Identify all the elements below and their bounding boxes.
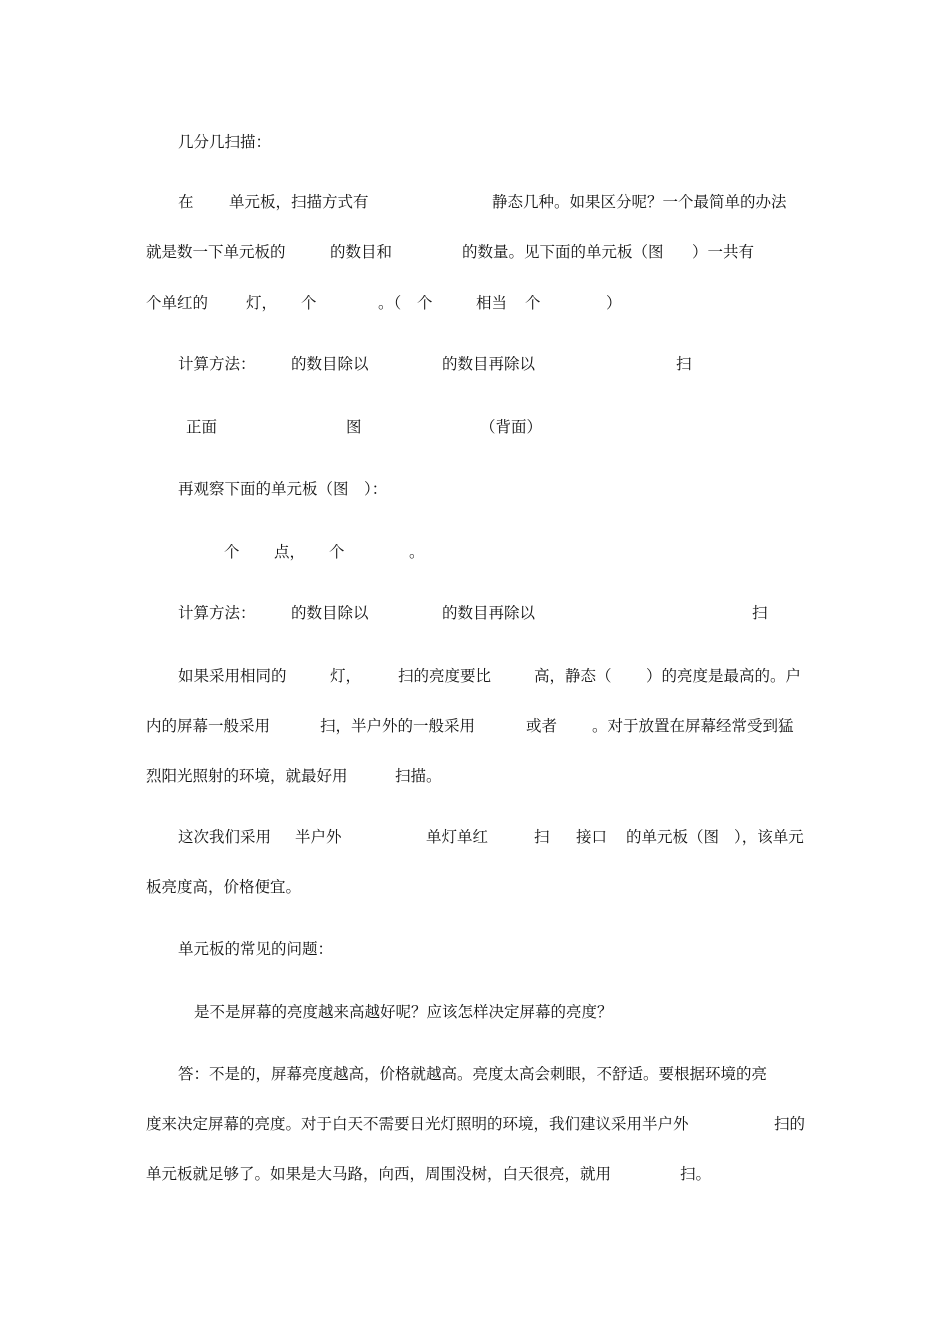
text-segment: ）一共有: [692, 243, 755, 261]
text-segment: 内的屏幕一般采用: [146, 717, 271, 735]
text-segment: 的数目再除以: [442, 604, 536, 622]
text-segment: 静态几种。如果区分呢？一个最简单的办法: [492, 193, 787, 211]
text-segment: 的数量。见下面的单元板（图: [462, 243, 664, 261]
text-segment: 度来决定屏幕的亮度。对于白天不需要日光灯照明的环境，我们建议采用半户外: [146, 1115, 689, 1133]
text-segment: 的数目和: [330, 243, 393, 261]
text-segment: 。（: [378, 294, 402, 312]
text-segment: 计算方法：: [178, 355, 256, 373]
text-segment: 扫。: [680, 1165, 712, 1183]
text-segment: 相当: [476, 294, 508, 312]
text-segment: 是不是屏幕的亮度越来高越好呢？应该怎样决定屏幕的亮度？: [194, 1003, 613, 1021]
text-segment: 就是数一下单元板的: [146, 243, 286, 261]
text-segment: 这次我们采用: [178, 828, 272, 846]
text-segment: 图: [346, 418, 362, 436]
text-segment: 单元板，扫描方式有: [229, 193, 369, 211]
text-segment: 如果采用相同的: [178, 667, 287, 685]
text-segment: （背面）: [480, 418, 543, 436]
text-segment: 答：不是的，屏幕亮度越高，价格就越高。亮度太高会刺眼，不舒适。要根据环境的亮: [178, 1065, 768, 1083]
text-segment: 板亮度高，价格便宜。: [146, 878, 302, 896]
paragraph-1-line-1: [178, 190, 818, 214]
text-segment: 。: [409, 543, 425, 561]
text-segment: 扫: [752, 604, 768, 622]
text-segment: 半户外: [295, 828, 342, 846]
text-segment: 的数目除以: [291, 355, 369, 373]
text-segment: 在: [178, 193, 194, 211]
text-segment: 点，: [274, 543, 306, 561]
text-segment: 灯，: [330, 667, 362, 685]
text-segment: ）的亮度是最高的。户: [646, 667, 802, 685]
text-segment: 高，静态（: [534, 667, 612, 685]
text-segment: 的数目再除以: [442, 355, 536, 373]
text-segment: 单灯单红: [426, 828, 489, 846]
text-segment: 或者: [526, 717, 558, 735]
text-segment: 个: [417, 294, 433, 312]
text-segment: 的单元板（图: [626, 828, 720, 846]
text-segment: 扫的亮度要比: [398, 667, 492, 685]
text-segment: 计算方法：: [178, 604, 256, 622]
text-segment: 正面: [186, 418, 218, 436]
text-segment: 个: [301, 294, 317, 312]
text-segment: 的数目除以: [291, 604, 369, 622]
text-segment: 单元板就足够了。如果是大马路，向西，周围没树，白天很亮，就用: [146, 1165, 612, 1183]
text-segment: ）: [606, 294, 622, 312]
text-segment: 扫，半户外的一般采用: [320, 717, 476, 735]
text-segment: 几分几扫描：: [178, 133, 272, 151]
text-segment: 扫描。: [395, 767, 442, 785]
text-segment: 扫的: [774, 1115, 806, 1133]
text-segment: 个: [224, 543, 240, 561]
text-segment: 个单红的: [146, 294, 209, 312]
text-segment: 灯，: [246, 294, 278, 312]
text-segment: ），该单元: [734, 828, 804, 846]
text-segment: 个: [525, 294, 541, 312]
text-segment: 个: [329, 543, 345, 561]
text-segment: 单元板的常见的问题：: [178, 940, 334, 958]
text-segment: 再观察下面的单元板（图 ）：: [178, 480, 388, 498]
text-segment: 扫: [676, 355, 692, 373]
text-segment: 。对于放置在屏幕经常受到猛: [592, 717, 794, 735]
text-segment: 接口: [576, 828, 608, 846]
text-segment: 烈阳光照射的环境，就最好用: [146, 767, 348, 785]
text-segment: 扫: [534, 828, 550, 846]
